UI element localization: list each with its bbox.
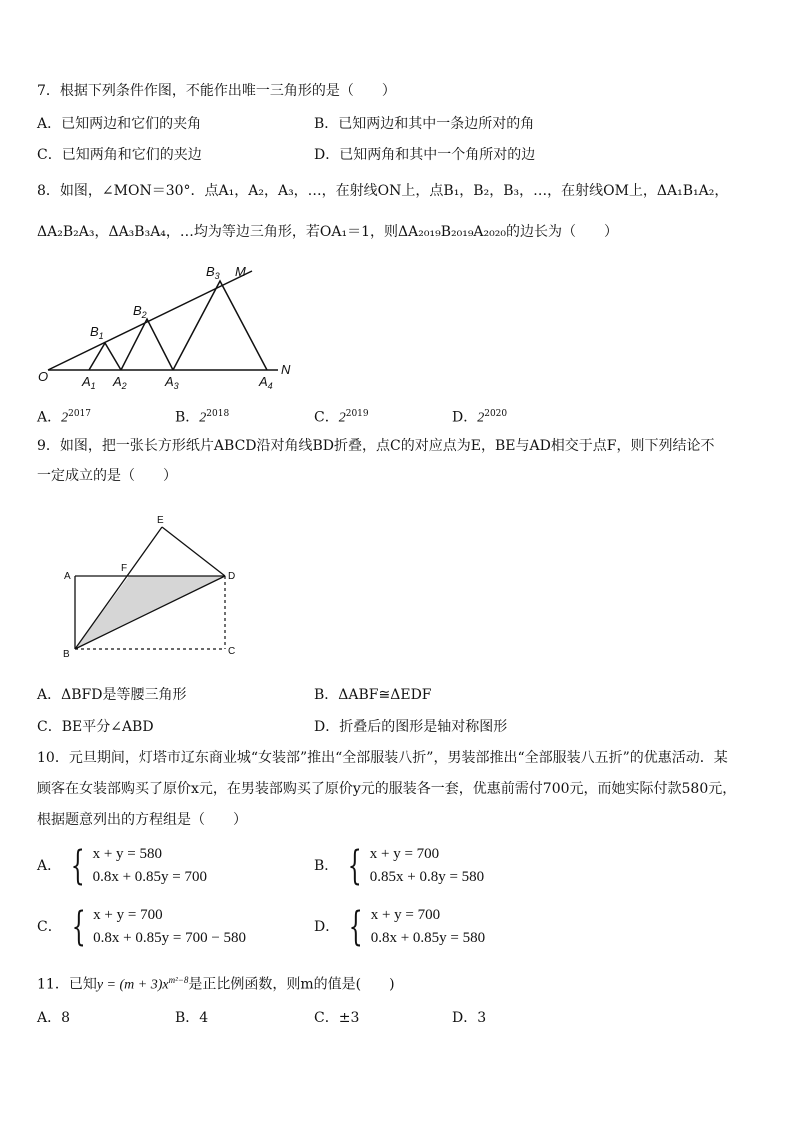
label-c: C: [228, 646, 236, 657]
q11-option-a[interactable]: A．8: [37, 1010, 71, 1026]
label-m: M: [235, 264, 246, 279]
label-b: B: [63, 649, 70, 660]
label-b3: $B_3$: [206, 264, 220, 281]
brace-icon: {: [70, 843, 85, 889]
label-a1: $A_1$: [82, 374, 96, 391]
q9-option-d[interactable]: D．折叠后的图形是轴对称图形: [314, 719, 508, 735]
q8-stem-line2: ΔA₂B₂A₃，ΔA₃B₃A₄，…均为等边三角形，若OA₁＝1，则ΔA₂₀₁₉B₂₀₁₉A₂₀₂₀的边长为（ ）: [37, 224, 618, 240]
label-b2: $B_2$: [133, 303, 147, 320]
q10-option-b[interactable]: B． { x + y = 700 0.85x + 0.8y = 580: [314, 843, 485, 889]
q8-stem-line1: 8．如图，∠MON＝30°．点A₁，A₂，A₃，…，在射线ON上，点B₁，B₂，B₃，…，在射线OM上，ΔA₁B₁A₂，: [37, 183, 729, 199]
q10-stem-line3: 根据题意列出的方程组是（ ）: [37, 812, 247, 828]
label-a3: $A_3$: [165, 374, 179, 391]
q8-option-b[interactable]: B．$2^{2018}$: [175, 409, 230, 426]
q10-stem-line1: 10．元旦期间，灯塔市辽东商业城“女装部”推出“全部服装八折”，男装部推出“全部服装八五折”的优惠活动．某: [37, 750, 728, 766]
q9-option-a[interactable]: A．ΔBFD是等腰三角形: [37, 687, 187, 703]
q11-option-d[interactable]: D．3: [452, 1010, 487, 1026]
label-a: A: [64, 571, 71, 582]
label-n: N: [281, 362, 291, 377]
label-o: O: [38, 369, 49, 384]
triangle-a3b3a4: [173, 281, 267, 370]
label-a4: $A_4$: [259, 374, 273, 391]
q7-option-c[interactable]: C．已知两角和它们的夹边: [37, 147, 202, 163]
label-b1: $B_1$: [90, 324, 104, 341]
brace-icon: {: [348, 904, 363, 950]
label-e: E: [157, 515, 164, 526]
q10-option-a[interactable]: A． { x + y = 580 0.8x + 0.85y = 700: [37, 843, 207, 889]
q7-option-a[interactable]: A．已知两边和它们的夹角: [37, 116, 202, 132]
q9-option-b[interactable]: B．ΔABF≅ΔEDF: [314, 687, 432, 703]
q8-option-c[interactable]: C．$2^{2019}$: [314, 409, 369, 426]
q11-option-c[interactable]: C．±3: [314, 1010, 360, 1026]
q11-stem: 11．已知$y = (m + 3)x^{m^2-8}$是正比例函数，则m的值是( ): [37, 975, 395, 993]
q9-stem-line1: 9．如图，把一张长方形纸片ABCD沿对角线BD折叠，点C的对应点为E，BE与AD相交于点F，则下列结论不: [37, 438, 715, 454]
q8-option-d[interactable]: D．$2^{2020}$: [452, 409, 508, 426]
q9-stem-line2: 一定成立的是（ ）: [37, 468, 177, 484]
q10-stem-line2: 顾客在女装部购买了原价x元，在男装部购买了原价y元的服装各一套，优惠前需付700元，而她实际付款580元，: [37, 781, 737, 797]
q7-stem: 7．根据下列条件作图，不能作出唯一三角形的是（ ）: [37, 83, 396, 99]
q7-option-b[interactable]: B．已知两边和其中一条边所对的角: [314, 116, 535, 132]
triangle-a2b2a3: [121, 319, 173, 370]
brace-icon: {: [348, 843, 363, 889]
q9-figure: [55, 510, 250, 660]
label-f: F: [121, 563, 128, 574]
label-d: D: [228, 571, 236, 582]
label-a2: $A_2$: [113, 374, 127, 391]
q11-option-b[interactable]: B．4: [175, 1010, 209, 1026]
q8-option-a[interactable]: A．$2^{2017}$: [37, 409, 92, 426]
segment-ed: [162, 527, 225, 576]
q7-option-d[interactable]: D．已知两角和其中一个角所对的边: [314, 147, 536, 163]
q9-option-c[interactable]: C．BE平分∠ABD: [37, 719, 154, 735]
ray-om: [48, 271, 252, 370]
q10-option-d[interactable]: D． { x + y = 700 0.8x + 0.85y = 580: [314, 904, 486, 950]
q10-option-c[interactable]: C． { x + y = 700 0.8x + 0.85y = 700 − 580: [37, 904, 247, 950]
brace-icon: {: [71, 904, 86, 950]
q8-figure: [30, 258, 300, 393]
